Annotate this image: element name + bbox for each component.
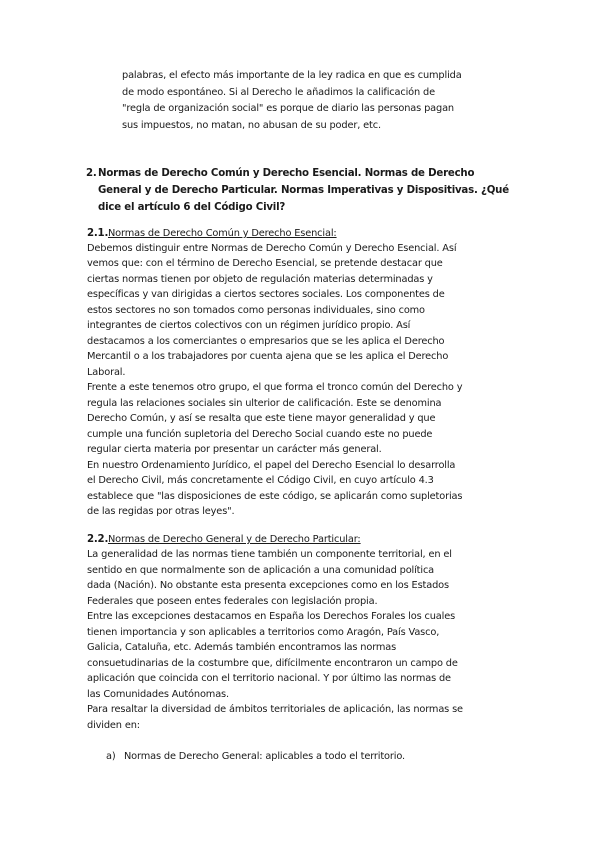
paragraph-line: Entre las excepciones destacamos en España los Derechos Forales los cuales: [87, 611, 456, 622]
heading-number: 2.: [86, 168, 97, 179]
paragraph-line: el Derecho Civil, más concretamente el Código Civil, en cuyo artículo 4.3: [87, 475, 434, 486]
paragraph-line: tienen importancia y son aplicables a territorios como Aragón, País Vasco,: [87, 627, 440, 638]
paragraph-line: vemos que: con el término de Derecho Esencial, se pretende destacar que: [87, 258, 443, 269]
paragraph-line: Mercantil o a los trabajadores por cuenta ajena que se les aplica el Derecho: [87, 351, 449, 362]
paragraph-line: Derecho Común, y así se resalta que este tiene mayor generalidad y que: [87, 413, 436, 424]
paragraph-line: estos sectores no son tomados como personas individuales, sino como: [87, 305, 425, 316]
intro-line: palabras, el efecto más importante de la ley radica en que es cumplida: [122, 70, 462, 81]
paragraph-line: de las regidas por otras leyes".: [87, 506, 235, 517]
paragraph-line: ciertas normas tienen por objeto de regulación materias determinadas y: [87, 274, 433, 285]
paragraph-line: Federales que poseen entes federales con legislación propia.: [87, 596, 378, 607]
heading-line: General y de Derecho Particular. Normas Imperativas y Dispositivas. ¿Qué: [98, 185, 509, 196]
paragraph-line: Para resaltar la diversidad de ámbitos territoriales de aplicación, las normas se: [87, 704, 463, 715]
paragraph-line: cumple una función supletoria del Derecho Social cuando este no puede: [87, 429, 433, 440]
paragraph-line: establece que "las disposiciones de este código, se aplicarán como supletorias: [87, 491, 463, 502]
paragraph-line: integrantes de ciertos colectivos con un régimen jurídico propio. Así: [87, 320, 411, 331]
paragraph-line: En nuestro Ordenamiento Jurídico, el papel del Derecho Esencial lo desarrolla: [87, 460, 456, 471]
paragraph-line: dividen en:: [87, 720, 140, 731]
paragraph-line: Laboral.: [87, 367, 126, 378]
paragraph-line: específicas y van dirigidas a ciertos sectores sociales. Los componentes de: [87, 289, 445, 300]
heading-line: dice el artículo 6 del Código Civil?: [98, 202, 286, 213]
subsection-number: 2.2.: [87, 534, 109, 545]
paragraph-line: las Comunidades Autónomas.: [87, 689, 229, 700]
paragraph-line: regular cierta materia por presentar un carácter más general.: [87, 444, 382, 455]
subsection-title: Normas de Derecho Común y Derecho Esencial:: [108, 228, 337, 239]
paragraph-line: destacamos a los comerciantes o empresarios que se les aplica el Derecho: [87, 336, 445, 347]
intro-line: "regla de organización social" es porque de diario las personas pagan: [122, 103, 454, 114]
intro-line: de modo espontáneo. Si al Derecho le añadimos la calificación de: [122, 87, 435, 98]
paragraph-line: aplicación que coincida con el territorio nacional. Y por último las normas de: [87, 673, 451, 684]
list-item: Normas de Derecho General: aplicables a todo el territorio.: [124, 751, 405, 762]
subsection-number: 2.1.: [87, 228, 109, 239]
list-marker: a): [106, 751, 116, 762]
paragraph-line: Frente a este tenemos otro grupo, el que forma el tronco común del Derecho y: [87, 382, 463, 393]
paragraph-line: consuetudinarias de la costumbre que, difícilmente encontraron un campo de: [87, 658, 458, 669]
intro-line: sus impuestos, no matan, no abusan de su poder, etc.: [122, 120, 381, 131]
paragraph-line: Debemos distinguir entre Normas de Derecho Común y Derecho Esencial. Así: [87, 243, 457, 254]
paragraph-line: La generalidad de las normas tiene también un componente territorial, en el: [87, 549, 452, 560]
subsection-title: Normas de Derecho General y de Derecho Particular:: [108, 534, 361, 545]
paragraph-line: sentido en que normalmente son de aplicación a una comunidad política: [87, 565, 435, 576]
paragraph-line: Galicia, Cataluña, etc. Además también encontramos las normas: [87, 642, 397, 653]
paragraph-line: dada (Nación). No obstante esta presenta excepciones como en los Estados: [87, 580, 449, 591]
paragraph-line: regula las relaciones sociales sin ulterior de calificación. Este se denomina: [87, 398, 442, 409]
heading-line: Normas de Derecho Común y Derecho Esencial. Normas de Derecho: [98, 168, 475, 179]
